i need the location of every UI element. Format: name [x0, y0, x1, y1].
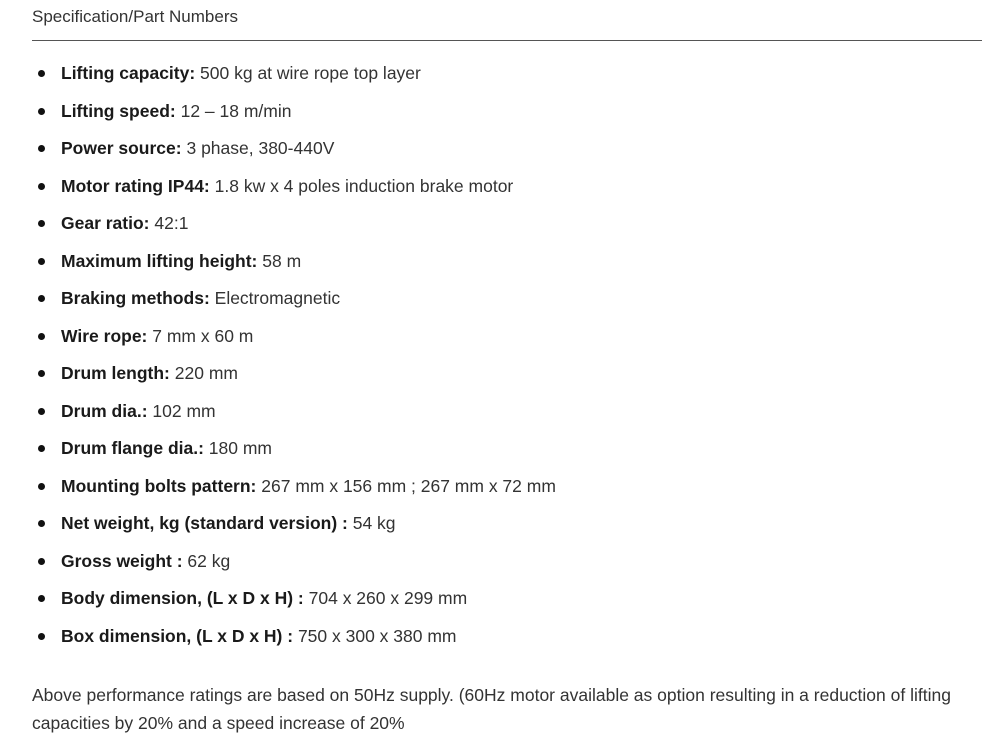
spec-label: Mounting bolts pattern: [61, 475, 257, 496]
bullet-icon [38, 483, 45, 490]
spec-label: Braking methods: [61, 288, 210, 308]
spec-value: 704 x 260 x 299 mm [303, 588, 468, 608]
spec-value: 62 kg [182, 550, 231, 571]
spec-value: 500 kg at wire rope top layer [195, 63, 421, 83]
bullet-icon [38, 595, 45, 602]
bullet-icon [38, 558, 45, 565]
bullet-icon [38, 408, 45, 415]
bullet-icon [38, 220, 45, 227]
spec-value: 3 phase, 380-440V [181, 138, 335, 158]
spec-label: Box dimension, (L x D x H) : [61, 625, 294, 646]
spec-label: Drum flange dia.: [61, 438, 204, 458]
bullet-icon [38, 633, 45, 640]
spec-value: 42:1 [149, 213, 189, 233]
bullet-icon [38, 145, 45, 152]
spec-label: Net weight, kg (standard version) : [61, 513, 348, 533]
spec-label: Lifting speed: [61, 100, 176, 121]
bullet-icon [38, 370, 45, 377]
spec-label: Gross weight : [61, 550, 183, 571]
tab-specification-part-numbers[interactable]: Specification/Part Numbers [32, 7, 238, 26]
bullet-icon [38, 520, 45, 527]
spec-label: Power source: [61, 138, 182, 158]
bullet-icon [38, 70, 45, 77]
spec-value: 220 mm [169, 363, 238, 383]
tab-divider [32, 40, 982, 41]
spec-label: Motor rating IP44: [61, 175, 210, 196]
bullet-icon [38, 295, 45, 302]
spec-label: Body dimension, (L x D x H) : [61, 588, 304, 608]
spec-label: Drum dia.: [61, 400, 148, 421]
spec-value: 7 mm x 60 m [147, 325, 254, 346]
bullet-icon [38, 258, 45, 265]
bullet-icon [38, 445, 45, 452]
spec-value: 1.8 kw x 4 poles induction brake motor [209, 175, 514, 196]
spec-value: 12 – 18 m/min [175, 100, 292, 121]
spec-value: 750 x 300 x 380 mm [293, 625, 457, 646]
spec-value: 102 mm [147, 400, 216, 421]
spec-value: 267 mm x 156 mm ; 267 mm x 72 mm [256, 475, 556, 496]
spec-label: Drum length: [61, 363, 170, 383]
performance-footnote: Above performance ratings are based on 50Hz supply. (60Hz motor available as option resulting in a reduction of lifting capacities by 20% and a speed increase of 20% [32, 684, 951, 733]
bullet-icon [38, 108, 45, 115]
bullet-icon [38, 333, 45, 340]
spec-value: 58 m [257, 250, 302, 271]
bullet-icon [38, 183, 45, 190]
spec-label: Maximum lifting height: [61, 250, 258, 271]
spec-value: Electromagnetic [209, 288, 341, 308]
spec-label: Wire rope: [61, 325, 148, 346]
spec-value: 180 mm [203, 438, 273, 458]
spec-label: Lifting capacity: [61, 63, 196, 83]
spec-label: Gear ratio: [61, 213, 150, 233]
spec-value: 54 kg [347, 513, 396, 533]
